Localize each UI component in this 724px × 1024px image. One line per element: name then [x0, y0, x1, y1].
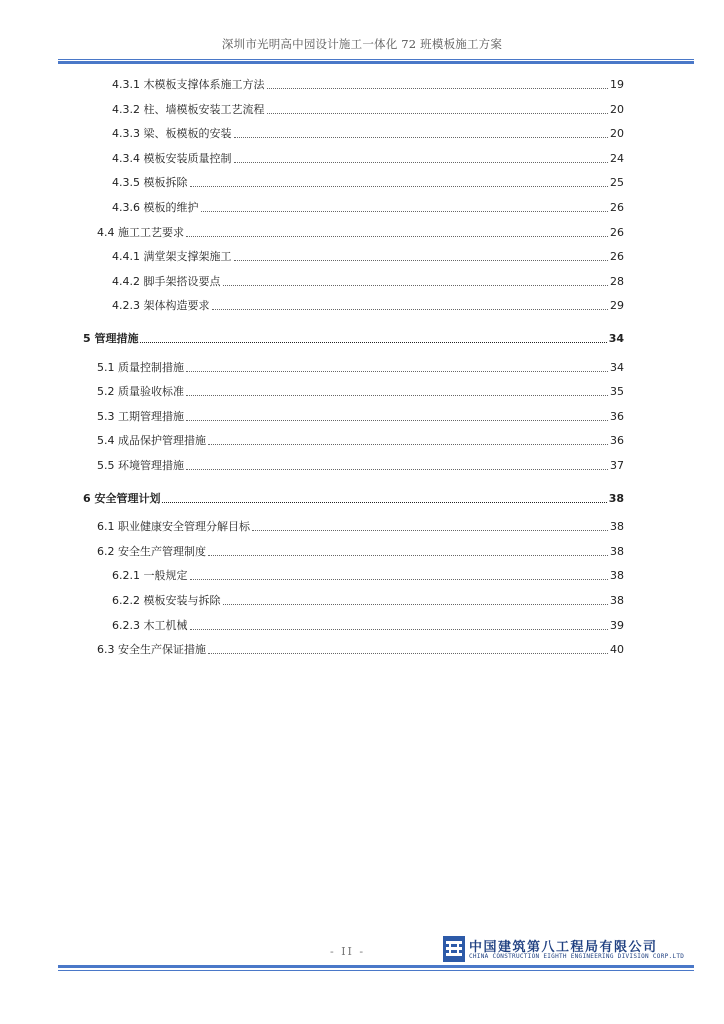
- toc-entry-label: 4.3.6 模板的维护: [112, 201, 199, 214]
- cscec-logo-icon: [443, 936, 465, 962]
- toc-dot-leader: [223, 284, 609, 286]
- toc-entry[interactable]: [97, 641, 624, 657]
- toc-entry-page: 38: [610, 520, 624, 534]
- toc-entry-page: 28: [610, 274, 624, 288]
- toc-entry[interactable]: [112, 297, 624, 313]
- toc-dot-leader: [186, 419, 608, 421]
- toc-entry-label: 5.5 环境管理措施: [97, 459, 184, 472]
- toc-entry-label: 6.3 安全生产保证措施: [97, 643, 206, 657]
- toc-dot-leader: [186, 468, 608, 470]
- header-divider-thick: [58, 61, 694, 64]
- toc-dot-leader: [162, 501, 606, 503]
- toc-entry-page: 26: [610, 201, 624, 214]
- toc-entry-page: 38: [610, 544, 624, 558]
- toc-entry-label: 6.1 职业健康安全管理分解目标: [97, 520, 250, 534]
- toc-entry[interactable]: [97, 543, 624, 559]
- toc-entry[interactable]: [112, 592, 624, 608]
- toc-entry[interactable]: [112, 76, 624, 92]
- toc-dot-leader: [252, 529, 608, 531]
- footer-divider-thick: [58, 965, 694, 968]
- toc-dot-leader: [267, 87, 609, 89]
- toc-entry[interactable]: [112, 248, 624, 264]
- toc-dot-leader: [234, 259, 609, 261]
- toc-entry-label: 4.3.4 模板安装质量控制: [112, 151, 232, 165]
- toc-entry-label: 4.4.2 脚手架搭设要点: [112, 274, 221, 288]
- toc-entry-label: 6 安全管理计划: [83, 491, 161, 505]
- toc-entry-page: 26: [610, 250, 624, 264]
- toc-entry-label: 6.2.2 模板安装与拆除: [112, 594, 221, 607]
- page-header-title: 深圳市光明高中园设计施工一体化 72 班模板施工方案: [221, 37, 503, 51]
- toc-entry[interactable]: [97, 457, 624, 473]
- toc-entry[interactable]: [112, 101, 624, 117]
- toc-entry-label: 4.3.5 模板拆除: [112, 176, 188, 190]
- toc-dot-leader: [190, 578, 609, 580]
- toc-entry-page: 20: [610, 127, 624, 141]
- toc-entry-page: 38: [608, 491, 624, 505]
- toc-entry-page: 24: [610, 151, 624, 165]
- toc-entry[interactable]: [97, 383, 624, 399]
- toc-dot-leader: [234, 136, 609, 138]
- toc-entry-page: 26: [610, 225, 624, 239]
- toc-entry-page: 38: [610, 594, 624, 607]
- toc-dot-leader: [190, 185, 609, 187]
- toc-entry[interactable]: [112, 125, 624, 141]
- toc-dot-leader: [208, 652, 608, 654]
- toc-entry-page: 34: [608, 332, 624, 345]
- toc-entry[interactable]: [83, 490, 624, 506]
- toc-entry-label: 5.1 质量控制措施: [97, 360, 184, 374]
- footer-company-name-english: CHINA CONSTRUCTION EIGHTH ENGINEERING DIVISION CORP.LTD: [469, 953, 685, 960]
- toc-entry-label: 5.4 成品保护管理措施: [97, 434, 206, 448]
- toc-entry-label: 5.3 工期管理措施: [97, 409, 184, 423]
- toc-entry-page: 36: [610, 434, 624, 448]
- toc-entry[interactable]: [97, 408, 624, 424]
- toc-entry-label: 6.2.3 木工机械: [112, 618, 188, 632]
- toc-dot-leader: [208, 554, 608, 556]
- toc-entry[interactable]: [112, 273, 624, 289]
- toc-dot-leader: [223, 603, 609, 605]
- toc-entry-label: 4.3.1 木模板支撑体系施工方法: [112, 78, 265, 91]
- toc-dot-leader: [186, 370, 608, 372]
- toc-entry-label: 5.2 质量验收标准: [97, 385, 184, 399]
- toc-entry-label: 4.2.3 架体构造要求: [112, 299, 210, 313]
- toc-entry-label: 6.2.1 一般规定: [112, 569, 188, 583]
- toc-entry-label: 4.4 施工工艺要求: [97, 225, 184, 239]
- toc-entry-label: 4.3.3 梁、板模板的安装: [112, 127, 232, 141]
- toc-entry[interactable]: [97, 518, 624, 534]
- toc-entry[interactable]: [97, 224, 624, 240]
- toc-entry[interactable]: [112, 150, 624, 166]
- toc-entry-page: 35: [610, 385, 624, 399]
- toc-dot-leader: [234, 161, 609, 163]
- toc-entry[interactable]: [112, 617, 624, 633]
- footer-page-number: - II -: [330, 945, 366, 958]
- toc-entry-page: 34: [610, 360, 624, 374]
- toc-entry[interactable]: [97, 432, 624, 448]
- toc-entry-page: 20: [610, 102, 624, 116]
- footer-company-name: 中国建筑第八工程局有限公司: [469, 940, 658, 955]
- toc-entry[interactable]: [112, 567, 624, 583]
- toc-dot-leader: [186, 235, 608, 237]
- toc-entry[interactable]: [83, 330, 624, 346]
- toc-dot-leader: [186, 394, 608, 396]
- toc-dot-leader: [267, 112, 609, 114]
- toc-entry-page: 29: [610, 299, 624, 313]
- toc-entry-page: 19: [610, 78, 624, 91]
- toc-entry-page: 40: [610, 643, 624, 657]
- toc-dot-leader: [190, 628, 609, 630]
- toc-entry[interactable]: [112, 174, 624, 190]
- toc-entry[interactable]: [97, 359, 624, 375]
- toc-entry-page: 25: [610, 176, 624, 190]
- toc-entry-page: 38: [610, 569, 624, 583]
- toc-entry-label: 6.2 安全生产管理制度: [97, 544, 206, 558]
- toc-entry-label: 4.4.1 满堂架支撑架施工: [112, 250, 232, 264]
- toc-dot-leader: [201, 210, 609, 212]
- toc-dot-leader: [212, 308, 609, 310]
- toc-entry[interactable]: [112, 199, 624, 215]
- toc-entry-page: 39: [610, 618, 624, 632]
- footer-divider-thin: [58, 970, 694, 971]
- toc-entry-page: 36: [610, 409, 624, 423]
- toc-entry-page: 37: [610, 459, 624, 472]
- toc-entry-label: 4.3.2 柱、墙模板安装工艺流程: [112, 102, 265, 116]
- toc-dot-leader: [208, 443, 608, 445]
- toc-entry-label: 5 管理措施: [83, 332, 139, 345]
- toc-dot-leader: [140, 341, 606, 343]
- header-divider-thin: [58, 59, 694, 60]
